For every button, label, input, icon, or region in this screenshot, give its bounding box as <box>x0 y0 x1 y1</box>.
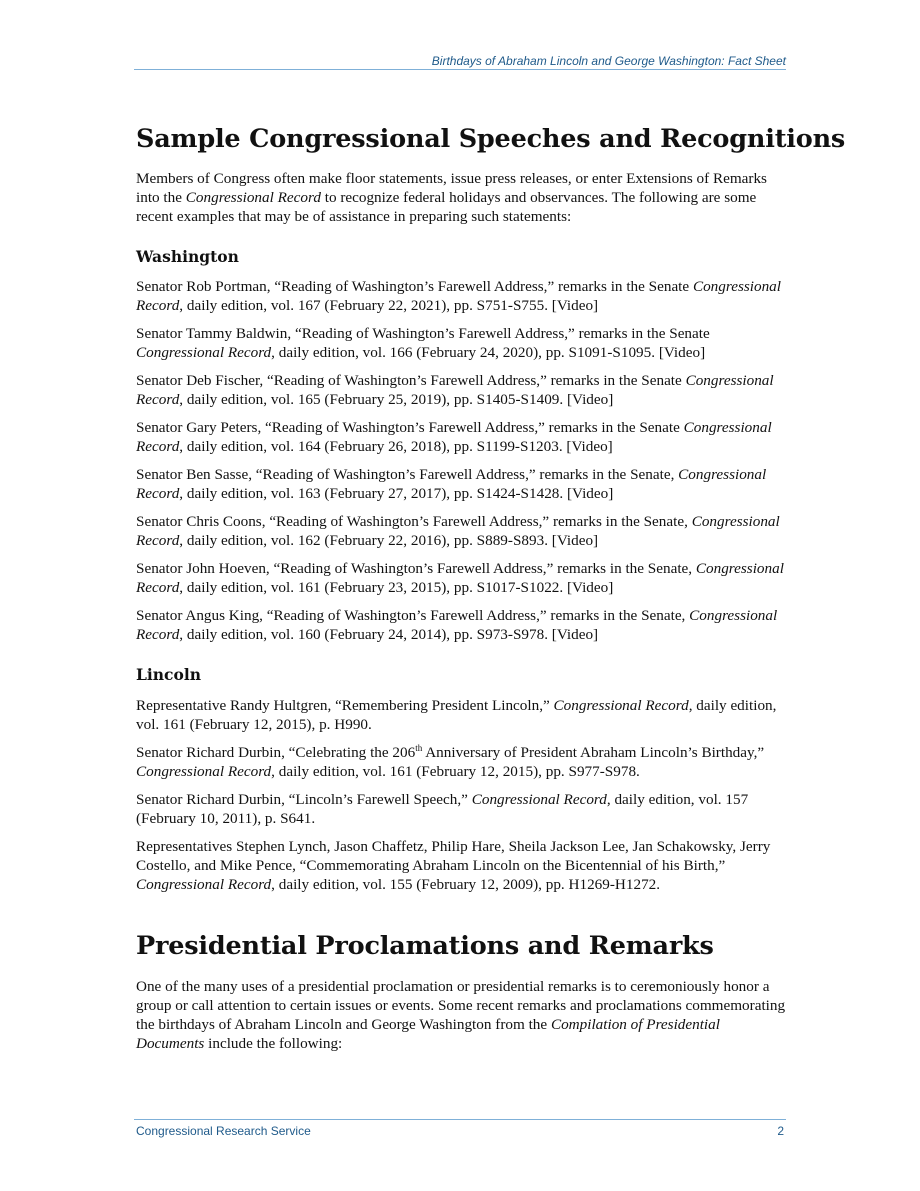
washington-entry: Senator Deb Fischer, “Reading of Washington’s Farewell Address,” remarks in the Senate Congressional Record, daily edition, vol. 165 (February 25, 2019), pp. S1405-S1409. [Video] <box>136 372 774 408</box>
washington-entry: Senator Tammy Baldwin, “Reading of Washington’s Farewell Address,” remarks in the Senate Congressional Record, daily edition, vol. 166 (February 24, 2020), pp. S1091-S1095. [Video] <box>136 325 710 361</box>
lincoln-entry: Senator Richard Durbin, “Celebrating the 206th Anniversary of President Abraham Lincoln’s Birthday,” Congressional Record, daily edition, vol. 161 (February 12, 2015), pp. S977-S978. <box>136 742 765 780</box>
washington-entry: Senator Chris Coons, “Reading of Washington’s Farewell Address,” remarks in the Senate, Congressional Record, daily edition, vol. 162 (February 22, 2016), pp. S889-S893. [Video] <box>136 513 780 549</box>
washington-entry: Senator Ben Sasse, “Reading of Washington’s Farewell Address,” remarks in the Senate, Congressional Record, daily edition, vol. 163 (February 27, 2017), pp. S1424-S1428. [Video] <box>136 466 767 502</box>
washington-entry: Senator Rob Portman, “Reading of Washington’s Farewell Address,” remarks in the Senate Congressional Record, daily edition, vol. 167 (February 22, 2021), pp. S751-S755. [Video] <box>136 278 781 314</box>
footer-org: Congressional Research Service <box>136 1124 311 1138</box>
lincoln-entry: Senator Richard Durbin, “Lincoln’s Farewell Speech,” Congressional Record, daily edition, vol. 157 (February 10, 2011), p. S641. <box>136 791 749 827</box>
lincoln-entry: Representative Randy Hultgren, “Remembering President Lincoln,” Congressional Record, daily edition, vol. 161 (February 12, 2015), p. H990. <box>136 697 777 733</box>
section-title-speeches: Sample Congressional Speeches and Recognitions <box>136 124 846 154</box>
page-number: 2 <box>777 1124 784 1138</box>
washington-entry: Senator Angus King, “Reading of Washington’s Farewell Address,” remarks in the Senate, Congressional Record, daily edition, vol. 160 (February 24, 2014), pp. S973-S978. [Video] <box>136 607 778 643</box>
subheading-washington: Washington <box>136 247 239 266</box>
section-intro-speeches: Members of Congress often make floor statements, issue press releases, or enter Extensions of Remarks into the Congressional Record to recognize federal holidays and observances. The following are some recent examples that may be of assistance in preparing such statements: <box>136 170 767 225</box>
washington-entry: Senator John Hoeven, “Reading of Washington’s Farewell Address,” remarks in the Senate, Congressional Record, daily edition, vol. 161 (February 23, 2015), pp. S1017-S1022. [Video] <box>136 560 784 596</box>
header-rule <box>134 69 786 70</box>
subheading-lincoln: Lincoln <box>136 665 201 684</box>
lincoln-entry: Representatives Stephen Lynch, Jason Chaffetz, Philip Hare, Sheila Jackson Lee, Jan Schakowsky, Jerry Costello, and Mike Pence, “Commemorating Abraham Lincoln on the Bicentennial of his Birth,” Congressional Record, daily edition, vol. 155 (February 12, 2009), pp. H1269-H1272. <box>136 838 771 893</box>
section-intro-proclamations: One of the many uses of a presidential proclamation or presidential remarks is to ceremoniously honor a group or call attention to certain issues or events. Some recent remarks and proclamations commemorating the birthdays of Abraham Lincoln and George Washington from the Compilation of Presidential Documents include the following: <box>136 978 786 1052</box>
footer-rule <box>134 1119 786 1120</box>
washington-entry: Senator Gary Peters, “Reading of Washington’s Farewell Address,” remarks in the Senate Congressional Record, daily edition, vol. 164 (February 26, 2018), pp. S1199-S1203. [Video] <box>136 419 772 455</box>
running-header: Birthdays of Abraham Lincoln and George Washington: Fact Sheet <box>431 54 786 68</box>
section-title-proclamations: Presidential Proclamations and Remarks <box>136 931 714 961</box>
